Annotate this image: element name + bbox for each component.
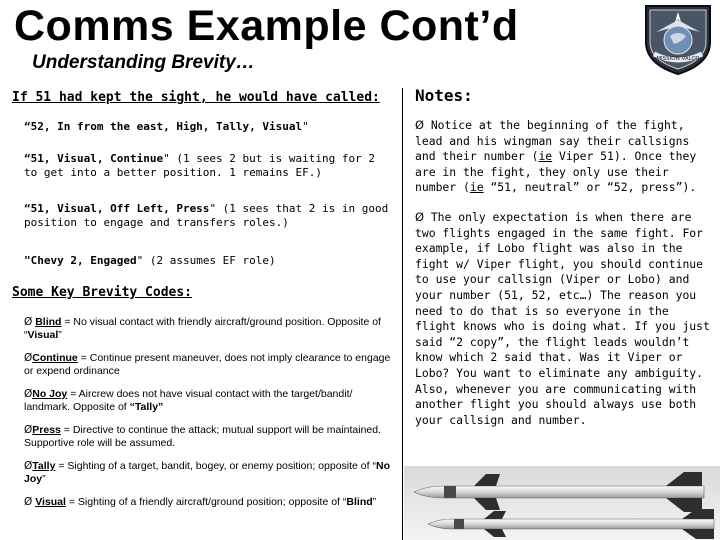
note-callsigns: Ø Notice at the beginning of the fight, lead and his wingman say their callsigns and their number (ie Viper 51). Once they are in the fight, they only use their number (ie “51, neutral” or “52, press”). <box>415 118 697 195</box>
bullet-arrow-icon: Ø <box>24 424 33 436</box>
brevity-code-visual: Ø Visual = Sighting of a friendly aircraft/ground position; opposite of “Blind” <box>24 496 377 508</box>
emblem-motto: MISSION VALOR <box>656 56 700 62</box>
radio-call-2: “51, Visual, Continue" (1 sees 2 but is waiting for 2 to get into a better position. 1 remains EF.) <box>24 152 375 179</box>
brevity-code-continue: ØContinue = Continue present maneuver, does not imply clearance to engage or expend ordinance <box>24 352 391 377</box>
notes-heading: Notes: <box>415 86 473 105</box>
bullet-arrow-icon: Ø <box>415 210 424 224</box>
brevity-code-tally: ØTally = Sighting of a target, bandit, bogey, or enemy position; opposite of “No Joy” <box>24 460 390 485</box>
radio-call-1: “52, In from the east, High, Tally, Visual" <box>24 120 309 133</box>
brevity-code-press: ØPress = Directive to continue the attack; mutual support will be maintained. Supportive role will be assumed. <box>24 424 382 449</box>
unit-emblem-icon <box>640 2 716 76</box>
bullet-arrow-icon: Ø <box>24 316 33 328</box>
bullet-arrow-icon: Ø <box>24 352 33 364</box>
bullet-arrow-icon: Ø <box>24 460 33 472</box>
brevity-codes-heading: Some Key Brevity Codes: <box>12 285 193 300</box>
brevity-code-blind: Ø Blind = No visual contact with friendly aircraft/ground position. Opposite of “Visual” <box>24 316 381 341</box>
bullet-arrow-icon: Ø <box>415 118 424 132</box>
page-subtitle: Understanding Brevity… <box>32 52 255 73</box>
page-title: Comms Example Cont’d <box>14 2 519 50</box>
radio-call-4: "Chevy 2, Engaged" (2 assumes EF role) <box>24 254 276 267</box>
missile-photo <box>404 466 720 540</box>
bullet-arrow-icon: Ø <box>24 496 33 508</box>
column-divider <box>402 88 403 540</box>
brevity-code-no-joy: ØNo Joy = Aircrew does not have visual contact with the target/bandit/ landmark. Opposite of “Tally” <box>24 388 353 413</box>
bullet-arrow-icon: Ø <box>24 388 33 400</box>
left-heading: If 51 had kept the sight, he would have called: <box>12 90 380 105</box>
radio-call-3: “51, Visual, Off Left, Press" (1 sees that 2 is in good position to engage and transfers roles.) <box>24 202 389 229</box>
note-two-flights: Ø The only expectation is when there are two flights engaged in the same fight. For example, if Lobo flight was also in the fight w/ Viper flight, you should continue to use your callsign (Viper or Lobo) and your number (51, 52, etc…) The reason you need to do that is so everyone in the flight knows who is doing what. If you just said “2 copy”, the flight leads wouldn’t know which 2 said that. Was it Viper or Lobo? You want to eliminate any ambiguity. Also, whenever you are communicating with another flight you should always use both your callsign and number. <box>415 210 710 427</box>
